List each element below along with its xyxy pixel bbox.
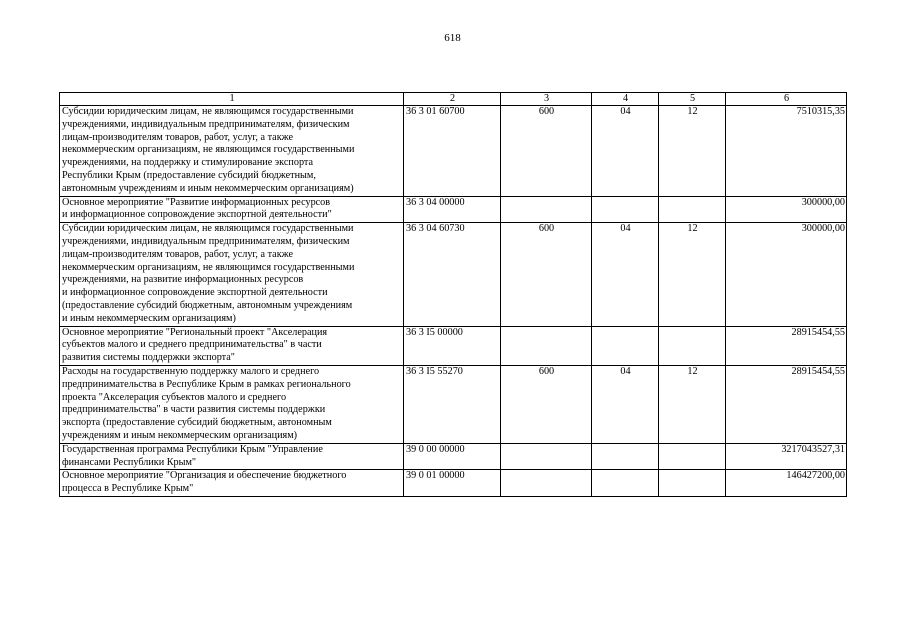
row-subsection (659, 326, 726, 365)
row-section (592, 443, 659, 470)
row-code: 36 3 I5 55270 (404, 365, 501, 443)
column-header-3: 3 (501, 93, 592, 106)
row-name: Основное мероприятие "Организация и обеспечение бюджетного процесса в Республике Крым" (60, 470, 404, 497)
row-type (501, 443, 592, 470)
row-subsection (659, 443, 726, 470)
row-subsection: 12 (659, 106, 726, 197)
table-row (60, 443, 847, 470)
row-name: Государственная программа Республики Крым "Управление финансами Республики Крым" (60, 443, 404, 470)
column-header-6: 6 (726, 93, 847, 106)
row-type (501, 470, 592, 497)
row-section (592, 470, 659, 497)
table-row (60, 326, 847, 365)
row-name: Основное мероприятие "Развитие информационных ресурсов и информационное сопровождение экспортной деятельности" (60, 196, 404, 223)
column-header-4: 4 (592, 93, 659, 106)
row-section (592, 326, 659, 365)
row-code: 39 0 01 00000 (404, 470, 501, 497)
row-amount: 28915454,55 (726, 365, 847, 443)
row-type (501, 196, 592, 223)
row-amount: 300000,00 (726, 223, 847, 326)
table-row (60, 365, 847, 443)
row-name: Субсидии юридическим лицам, не являющимся государственными учреждениями, индивидуальным предпринимателям, физическим лицам-производителям товаров, работ, услуг, а также некоммерческим организациям, не являющимся государственными учреждениями, на поддержку и стимулирование экспорта Республики Крым (предоставление субсидий бюджетным, автономным учреждениям и иным некоммерческим организациям) (60, 106, 404, 197)
row-subsection (659, 470, 726, 497)
row-code: 39 0 00 00000 (404, 443, 501, 470)
row-amount: 7510315,35 (726, 106, 847, 197)
row-subsection: 12 (659, 365, 726, 443)
row-type: 600 (501, 106, 592, 197)
table-row (60, 106, 847, 197)
row-subsection (659, 196, 726, 223)
row-section: 04 (592, 223, 659, 326)
table-row (60, 196, 847, 223)
row-amount: 300000,00 (726, 196, 847, 223)
row-code: 36 3 04 60730 (404, 223, 501, 326)
row-subsection: 12 (659, 223, 726, 326)
row-name: Расходы на государственную поддержку малого и среднего предпринимательства в Республике Крым в рамках регионального проекта "Акселерация субъектов малого и среднего предпринимательства" в части развития системы поддержки экспорта (предоставление субсидий бюджетным, автономным учреждениям и иным некоммерческим организациям) (60, 365, 404, 443)
row-code: 36 3 04 00000 (404, 196, 501, 223)
row-code: 36 3 01 60700 (404, 106, 501, 197)
page-number: 618 (444, 32, 461, 44)
table-row (60, 470, 847, 497)
budget-table (59, 92, 847, 497)
column-header-1: 1 (60, 93, 404, 106)
row-section: 04 (592, 365, 659, 443)
row-amount: 3217043527,31 (726, 443, 847, 470)
column-header-2: 2 (404, 93, 501, 106)
row-type: 600 (501, 365, 592, 443)
row-code: 36 3 I5 00000 (404, 326, 501, 365)
row-name: Основное мероприятие "Региональный проект "Акселерация субъектов малого и среднего предпринимательства" в части развития системы поддержки экспорта" (60, 326, 404, 365)
row-type: 600 (501, 223, 592, 326)
row-type (501, 326, 592, 365)
row-name: Субсидии юридическим лицам, не являющимся государственными учреждениями, индивидуальным предпринимателям, физическим лицам-производителям товаров, работ, услуг, а также некоммерческим организациям, не являющимся государственными учреждениями, на развитие информационных ресурсов и информационное сопровождение экспортной деятельности (предоставление субсидий бюджетным, автономным учреждениям и иным некоммерческим организациям) (60, 223, 404, 326)
column-header-5: 5 (659, 93, 726, 106)
row-amount: 28915454,55 (726, 326, 847, 365)
table-header-row (60, 93, 847, 106)
row-amount: 146427200,00 (726, 470, 847, 497)
row-section: 04 (592, 106, 659, 197)
row-section (592, 196, 659, 223)
table-row (60, 223, 847, 326)
